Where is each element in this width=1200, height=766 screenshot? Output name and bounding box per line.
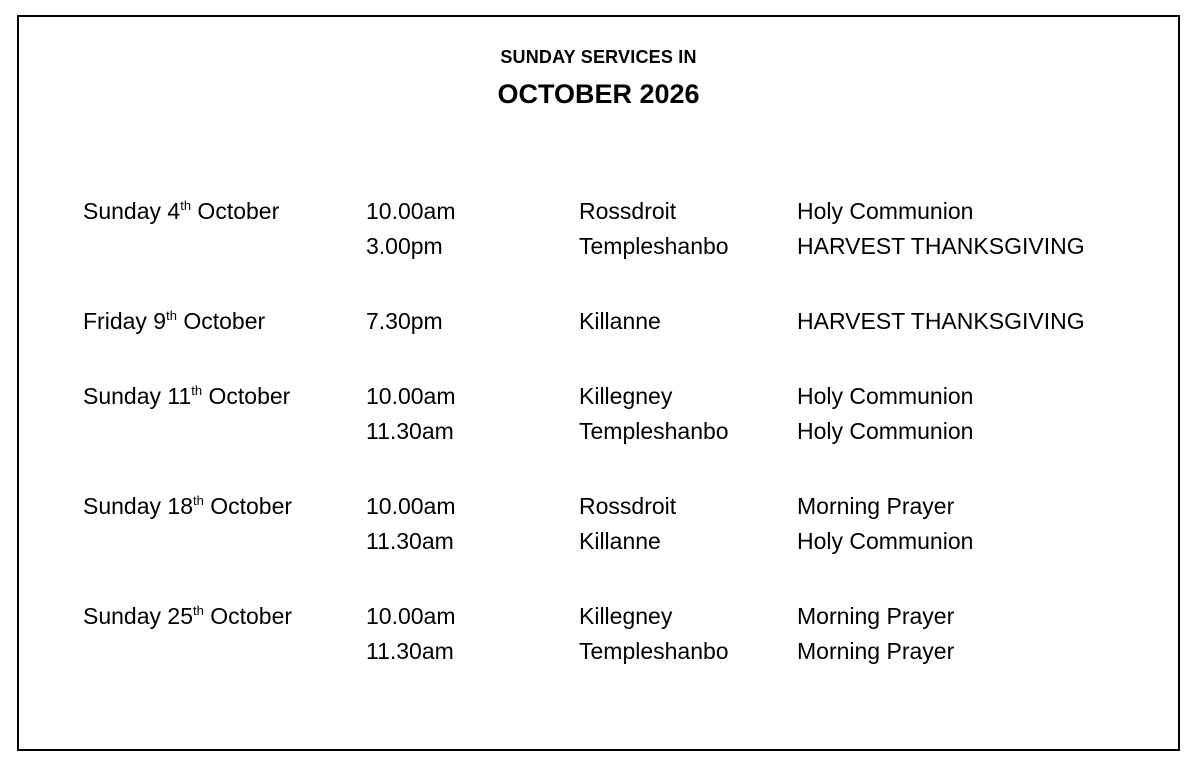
- service-date: Sunday 11th October: [83, 383, 291, 409]
- service-time: 3.00pm: [366, 233, 443, 259]
- service-time: 10.00am: [366, 493, 456, 519]
- service-places: [579, 379, 797, 449]
- service-type: Holy Communion: [797, 198, 974, 224]
- service-group: [83, 489, 1163, 559]
- service-date: Sunday 25th October: [83, 603, 293, 629]
- service-time: 7.30pm: [366, 308, 443, 334]
- service-group: [83, 304, 1163, 339]
- service-type: Holy Communion: [797, 418, 974, 444]
- service-place: Rossdroit: [579, 493, 677, 519]
- service-place: Templeshanbo: [579, 638, 729, 664]
- service-types: [797, 489, 1163, 559]
- service-type: Holy Communion: [797, 528, 974, 554]
- service-date: Sunday 4th October: [83, 198, 280, 224]
- notice-month-title: OCTOBER 2026: [497, 79, 700, 109]
- service-times: [366, 194, 579, 264]
- service-types: [797, 379, 1163, 449]
- service-time: 11.30am: [366, 418, 454, 444]
- service-times: [366, 599, 579, 669]
- service-schedule: [83, 194, 1163, 709]
- service-place: Killanne: [579, 308, 661, 334]
- service-places: [579, 304, 797, 339]
- service-times: [366, 304, 579, 339]
- service-place: Templeshanbo: [579, 418, 729, 444]
- service-types: [797, 599, 1163, 669]
- notice-heading: SUNDAY SERVICES IN: [500, 47, 697, 67]
- service-time: 11.30am: [366, 528, 454, 554]
- service-times: [366, 489, 579, 559]
- service-group: [83, 599, 1163, 669]
- service-times: [366, 379, 579, 449]
- service-places: [579, 599, 797, 669]
- service-place: Templeshanbo: [579, 233, 729, 259]
- service-group: [83, 194, 1163, 264]
- service-place: Rossdroit: [579, 198, 677, 224]
- service-type: HARVEST THANKSGIVING: [797, 233, 1085, 259]
- service-group: [83, 379, 1163, 449]
- service-time: 10.00am: [366, 383, 456, 409]
- service-type: Morning Prayer: [797, 493, 955, 519]
- service-places: [579, 489, 797, 559]
- service-places: [579, 194, 797, 264]
- service-type: HARVEST THANKSGIVING: [797, 308, 1085, 334]
- service-time: 10.00am: [366, 603, 456, 629]
- service-date: Sunday 18th October: [83, 493, 293, 519]
- service-type: Holy Communion: [797, 383, 974, 409]
- service-type: Morning Prayer: [797, 603, 955, 629]
- service-date: Friday 9th October: [83, 308, 266, 334]
- service-types: [797, 304, 1163, 339]
- service-types: [797, 194, 1163, 264]
- service-type: Morning Prayer: [797, 638, 955, 664]
- service-place: Killegney: [579, 603, 673, 629]
- service-place: Killanne: [579, 528, 661, 554]
- service-place: Killegney: [579, 383, 673, 409]
- service-time: 10.00am: [366, 198, 456, 224]
- service-time: 11.30am: [366, 638, 454, 664]
- notice-frame: [17, 15, 1180, 751]
